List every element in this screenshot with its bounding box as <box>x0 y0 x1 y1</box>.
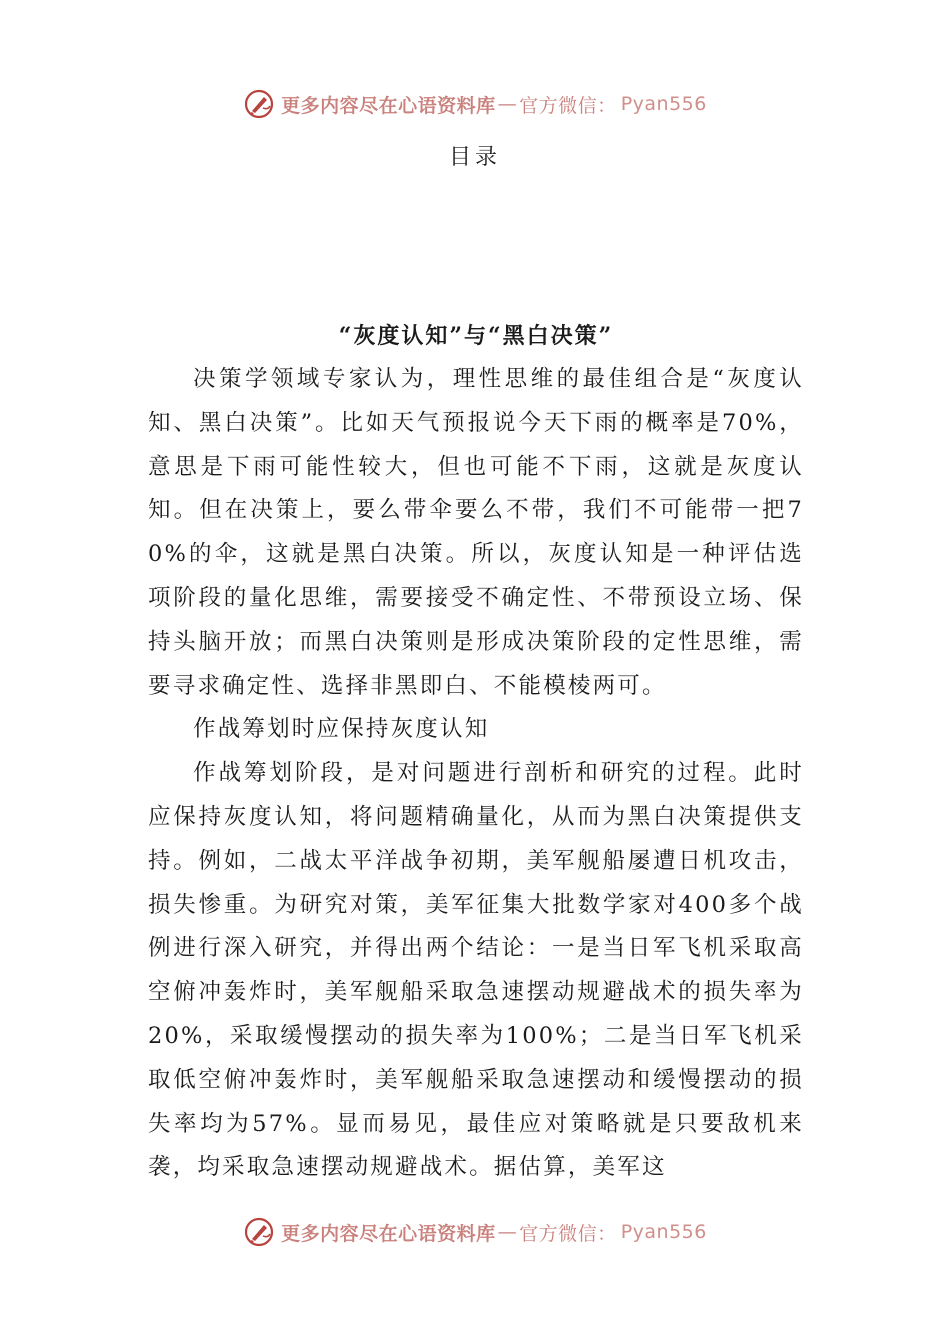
pen-logo-icon <box>243 88 275 120</box>
header-watermark <box>0 84 950 124</box>
article <box>148 314 804 1190</box>
watermark-wechat-id: Pyan556 <box>620 1221 707 1243</box>
footer-watermark <box>0 1212 950 1252</box>
section-heading: 作战筹划时应保持灰度认知 <box>193 716 490 743</box>
article-paragraph-1: 决策学领域专家认为，理性思维的最佳组合是“灰度认知、黑白决策”。比如天气预报说今天下雨的概率是70%，意思是下雨可能性较大，但也可能不下雨，这就是灰度认知。但在决策上，要么带伞要么不带，我们不可能带一把70%的伞，这就是黑白决策。所以，灰度认知是一种评估选项阶段的量化思维，需要接受不确定性、不带预设立场、保持头脑开放；而黑白决策则是形成决策阶段的定性思维，需要寻求确定性、选择非黑即白、不能模棱两可。 <box>148 366 804 699</box>
watermark-text: 更多内容尽在心语资料库 <box>281 94 496 117</box>
watermark-text: 更多内容尽在心语资料库 <box>281 1222 496 1245</box>
watermark-separator: — <box>497 1221 518 1243</box>
toc-title: 目录 <box>448 145 501 170</box>
watermark-label: 官方微信： <box>519 1222 617 1245</box>
watermark-wechat-id: Pyan556 <box>620 93 707 115</box>
pen-logo-icon <box>243 1216 275 1248</box>
watermark-separator: — <box>497 93 518 115</box>
article-title: “灰度认知”与“黑白决策” <box>338 323 614 349</box>
watermark-label: 官方微信： <box>519 94 617 117</box>
article-paragraph-2: 作战筹划阶段，是对问题进行剖析和研究的过程。此时应保持灰度认知，将问题精确量化，从而为黑白决策提供支持。例如，二战太平洋战争初期，美军舰船屡遭日机攻击，损失惨重。为研究对策，美军征集大批数学家对400多个战例进行深入研究，并得出两个结论：一是当日军飞机采取高空俯冲轰炸时，美军舰船采取急速摆动规避战术的损失率为20%，采取缓慢摆动的损失率为100%；二是当日军飞机采取低空俯冲轰炸时，美军舰船采取急速摆动和缓慢摆动的损失率均为57%。显而易见，最佳应对策略就是只要敌机来袭，均采取急速摆动规避战术。据估算，美军这 <box>148 760 804 1181</box>
